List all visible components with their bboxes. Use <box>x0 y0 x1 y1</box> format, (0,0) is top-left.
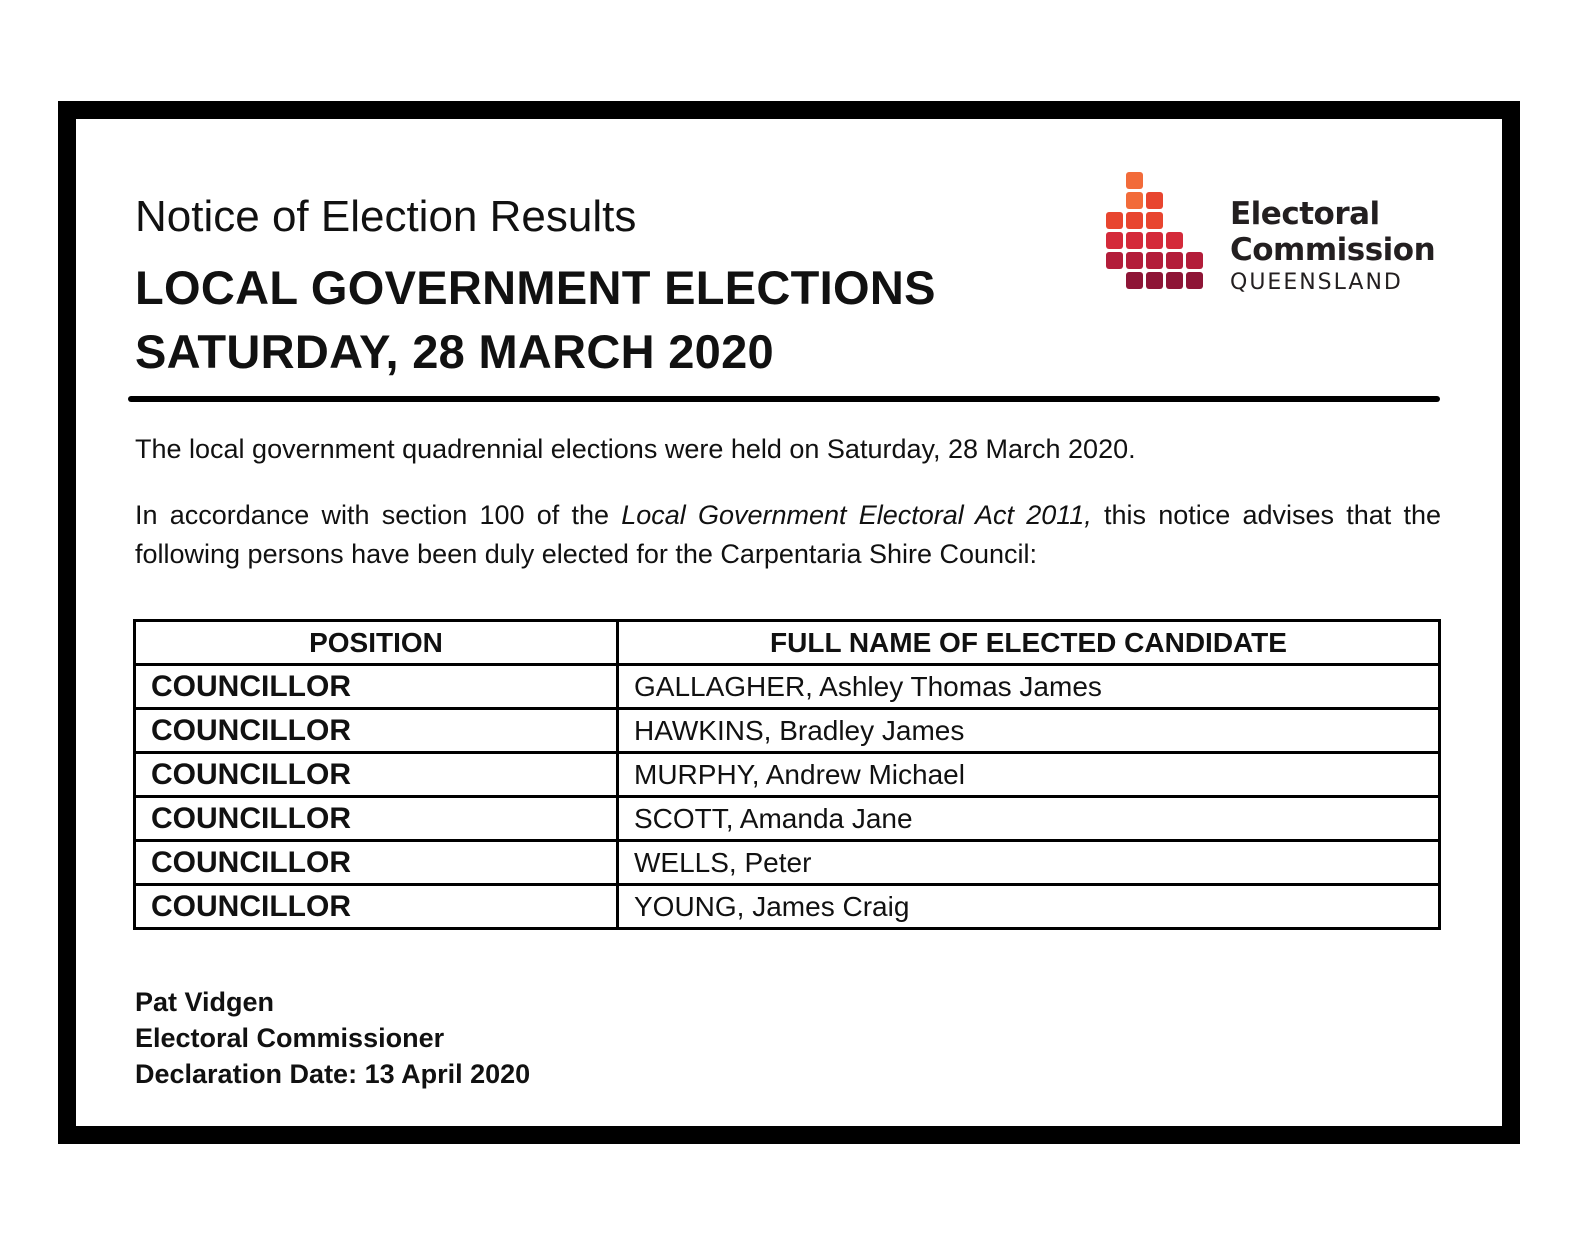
table-row <box>135 885 1440 929</box>
candidate-name-cell: MURPHY, Andrew Michael <box>618 753 1440 797</box>
logo-square <box>1146 252 1163 269</box>
logo-square <box>1106 252 1123 269</box>
position-cell: COUNCILLOR <box>135 753 618 797</box>
position-cell: COUNCILLOR <box>135 797 618 841</box>
logo-square <box>1126 272 1143 289</box>
candidate-name-cell: GALLAGHER, Ashley Thomas James <box>618 665 1440 709</box>
paragraph-text-end: this notice advises that the following persons have been duly elected for the Carpentaria Shire Council: <box>135 500 1441 569</box>
logo-square <box>1146 212 1163 229</box>
logo-square <box>1106 212 1123 229</box>
declaration-date: Declaration Date: 13 April 2020 <box>135 1059 531 1089</box>
logo-text-electoral: Electoral <box>1230 196 1380 232</box>
logo-square <box>1146 192 1163 209</box>
position-cell: COUNCILLOR <box>135 885 618 929</box>
heading-divider <box>128 396 1440 402</box>
table-header-row <box>135 621 1440 665</box>
candidate-name-cell: YOUNG, James Craig <box>618 885 1440 929</box>
logo-square <box>1146 232 1163 249</box>
candidate-name-cell: SCOTT, Amanda Jane <box>618 797 1440 841</box>
table-row <box>135 753 1440 797</box>
logo-square <box>1126 252 1143 269</box>
notice-title: Notice of Election Results <box>135 192 637 241</box>
election-date-heading: SATURDAY, 28 MARCH 2020 <box>135 325 774 378</box>
ecq-logo-wordmark <box>1230 196 1435 297</box>
position-cell: COUNCILLOR <box>135 709 618 753</box>
logo-square <box>1126 232 1143 249</box>
logo-square <box>1186 252 1203 269</box>
ecq-logo-mark <box>1106 172 1210 297</box>
position-cell: COUNCILLOR <box>135 665 618 709</box>
logo-square <box>1166 272 1183 289</box>
logo-square <box>1146 272 1163 289</box>
logo-square <box>1126 192 1143 209</box>
header-position: POSITION <box>135 621 618 665</box>
act-name: Local Government Electoral Act 2011, <box>621 500 1092 530</box>
election-heading: LOCAL GOVERNMENT ELECTIONS <box>135 261 936 314</box>
logo-text-commission: Commission <box>1230 232 1436 268</box>
candidate-name-cell: HAWKINS, Bradley James <box>618 709 1440 753</box>
table-row <box>135 665 1440 709</box>
logo-square <box>1186 272 1203 289</box>
table-row <box>135 797 1440 841</box>
commissioner-name: Pat Vidgen <box>135 987 275 1017</box>
table-row <box>135 709 1440 753</box>
signature-block <box>135 984 530 1092</box>
intro-paragraph: The local government quadrennial elections were held on Saturday, 28 March 2020. <box>135 434 1136 464</box>
logo-square <box>1126 212 1143 229</box>
commissioner-title: Electoral Commissioner <box>135 1023 445 1053</box>
logo-square <box>1166 232 1183 249</box>
logo-square <box>1166 252 1183 269</box>
logo-square <box>1106 232 1123 249</box>
elected-candidates-table <box>133 619 1441 930</box>
position-cell: COUNCILLOR <box>135 841 618 885</box>
table-row <box>135 841 1440 885</box>
ecq-logo-squares <box>1106 172 1210 292</box>
paragraph-text-start: In accordance with section 100 of the <box>135 500 622 530</box>
header-full-name: FULL NAME OF ELECTED CANDIDATE <box>618 621 1440 665</box>
logo-square <box>1126 172 1143 189</box>
candidate-name-cell: WELLS, Peter <box>618 841 1440 885</box>
logo-text-queensland: QUEENSLAND <box>1230 270 1403 295</box>
accordance-paragraph <box>135 496 1441 574</box>
